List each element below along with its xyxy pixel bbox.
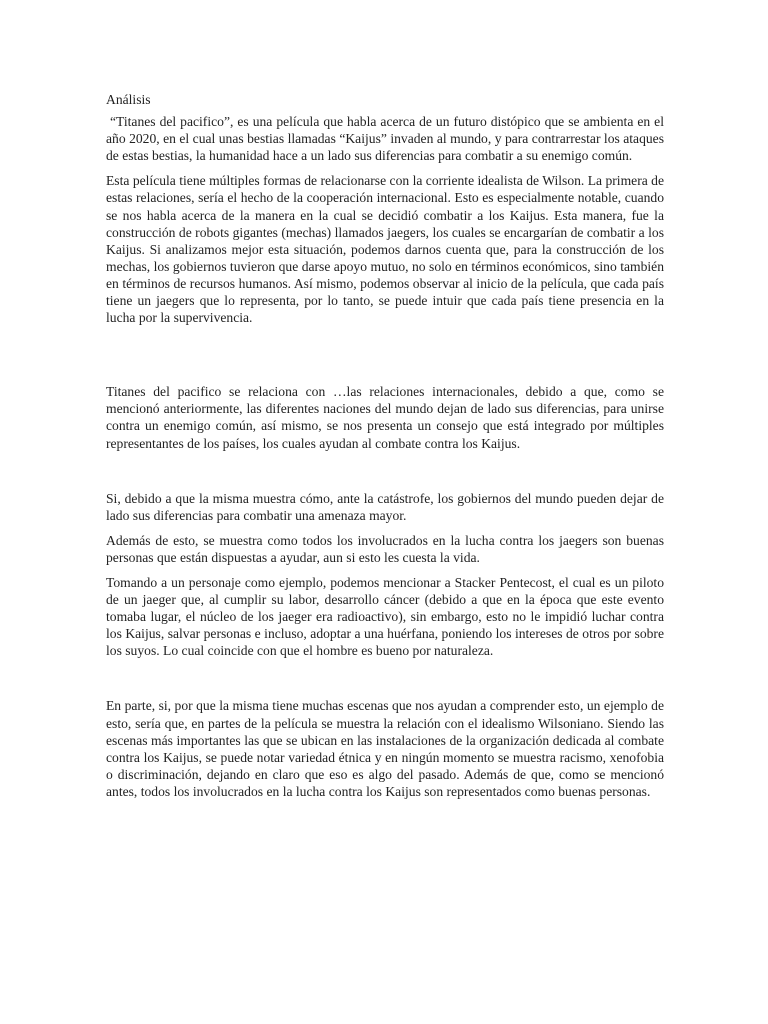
document-page bbox=[106, 91, 668, 800]
paragraph-stacker-pentecost: Tomando a un personaje como ejemplo, podemos mencionar a Stacker Pentecost, el cual es un piloto de un jaeger que, al cumplir su labor, desarrollo cáncer (debido a que en la época que este evento tomaba lugar, el núcleo de los jaeger era radioactivo), sin embargo, esto no le impidió luchar contra los Kaijus, salvar personas e incluso, adoptar a una huérfana, poniendo los intereses de otros por sobre los suyos. Lo cual coincide con que el hombre es bueno por naturaleza. bbox=[106, 574, 664, 659]
paragraph-intro: “Titanes del pacifico”, es una película que habla acerca de un futuro distópico que se ambienta en el año 2020, en el cual unas bestias llamadas “Kaijus” invaden al mundo, y para contrarrestar los ataques de estas bestias, la humanidad hace a un lado sus diferencias para combatir a su enemigo común. bbox=[106, 114, 668, 164]
paragraph-wilson-relations: Esta película tiene múltiples formas de relacionarse con la corriente idealista de Wilson. La primera de estas relaciones, sería el hecho de la cooperación internacional. Esto es especialmente notable, cuando se nos habla acerca de la manera en la cual se decidió combatir a los Kaijus. Esta manera, fue la construcción de robots gigantes (mechas) llamados jaegers, los cuales se encargarían de combatir a los Kaijus. Si analizamos mejor esta situación, podemos darnos cuenta que, para la construcción de los mechas, los gobiernos tuvieron que darse apoyo mutuo, no solo en términos económicos, sino también en términos de recursos humanos. Así mismo, podemos observar al inicio de la película, que cada país tiene un jaegers que lo representa, por lo tanto, se puede intuir que cada país tiene presencia en la lucha por la supervivencia. bbox=[106, 173, 664, 326]
paragraph-good-people: Además de esto, se muestra como todos los involucrados en la lucha contra los jaegers son buenas personas que están dispuestas a ayudar, aun si esto les cuesta la vida. bbox=[106, 532, 664, 565]
paragraph-wilsonian-idealism: En parte, si, por que la misma tiene muchas escenas que nos ayudan a comprender esto, un ejemplo de esto, sería que, en partes de la película se muestra la relación con el idealismo Wilsoniano. Siendo las escenas más importantes las que se ubican en las instalaciones de la organización dedicada al combate contra los Kaijus, se puede notar variedad étnica y en ningún momento se muestra racismo, xenofobia o discriminación, dejando en claro que eso es algo del pasado. Además de que, como se mencionó antes, todos los involucrados en la lucha contra los Kaijus son representados como buenas personas. bbox=[106, 698, 664, 799]
document-heading: Análisis bbox=[106, 92, 151, 107]
paragraph-international-relations: Titanes del pacifico se relaciona con …las relaciones internacionales, debido a que, como se mencionó anteriormente, las diferentes naciones del mundo dejan de lado sus diferencias, para unirse contra un enemigo común, así mismo, se nos presenta un consejo que está integrado por múltiples representantes de los países, los cuales ayudan al combate contra los Kaijus. bbox=[106, 384, 664, 451]
paragraph-catastrophe: Si, debido a que la misma muestra cómo, ante la catástrofe, los gobiernos del mundo pueden dejar de lado sus diferencias para combatir una amenaza mayor. bbox=[106, 490, 664, 523]
